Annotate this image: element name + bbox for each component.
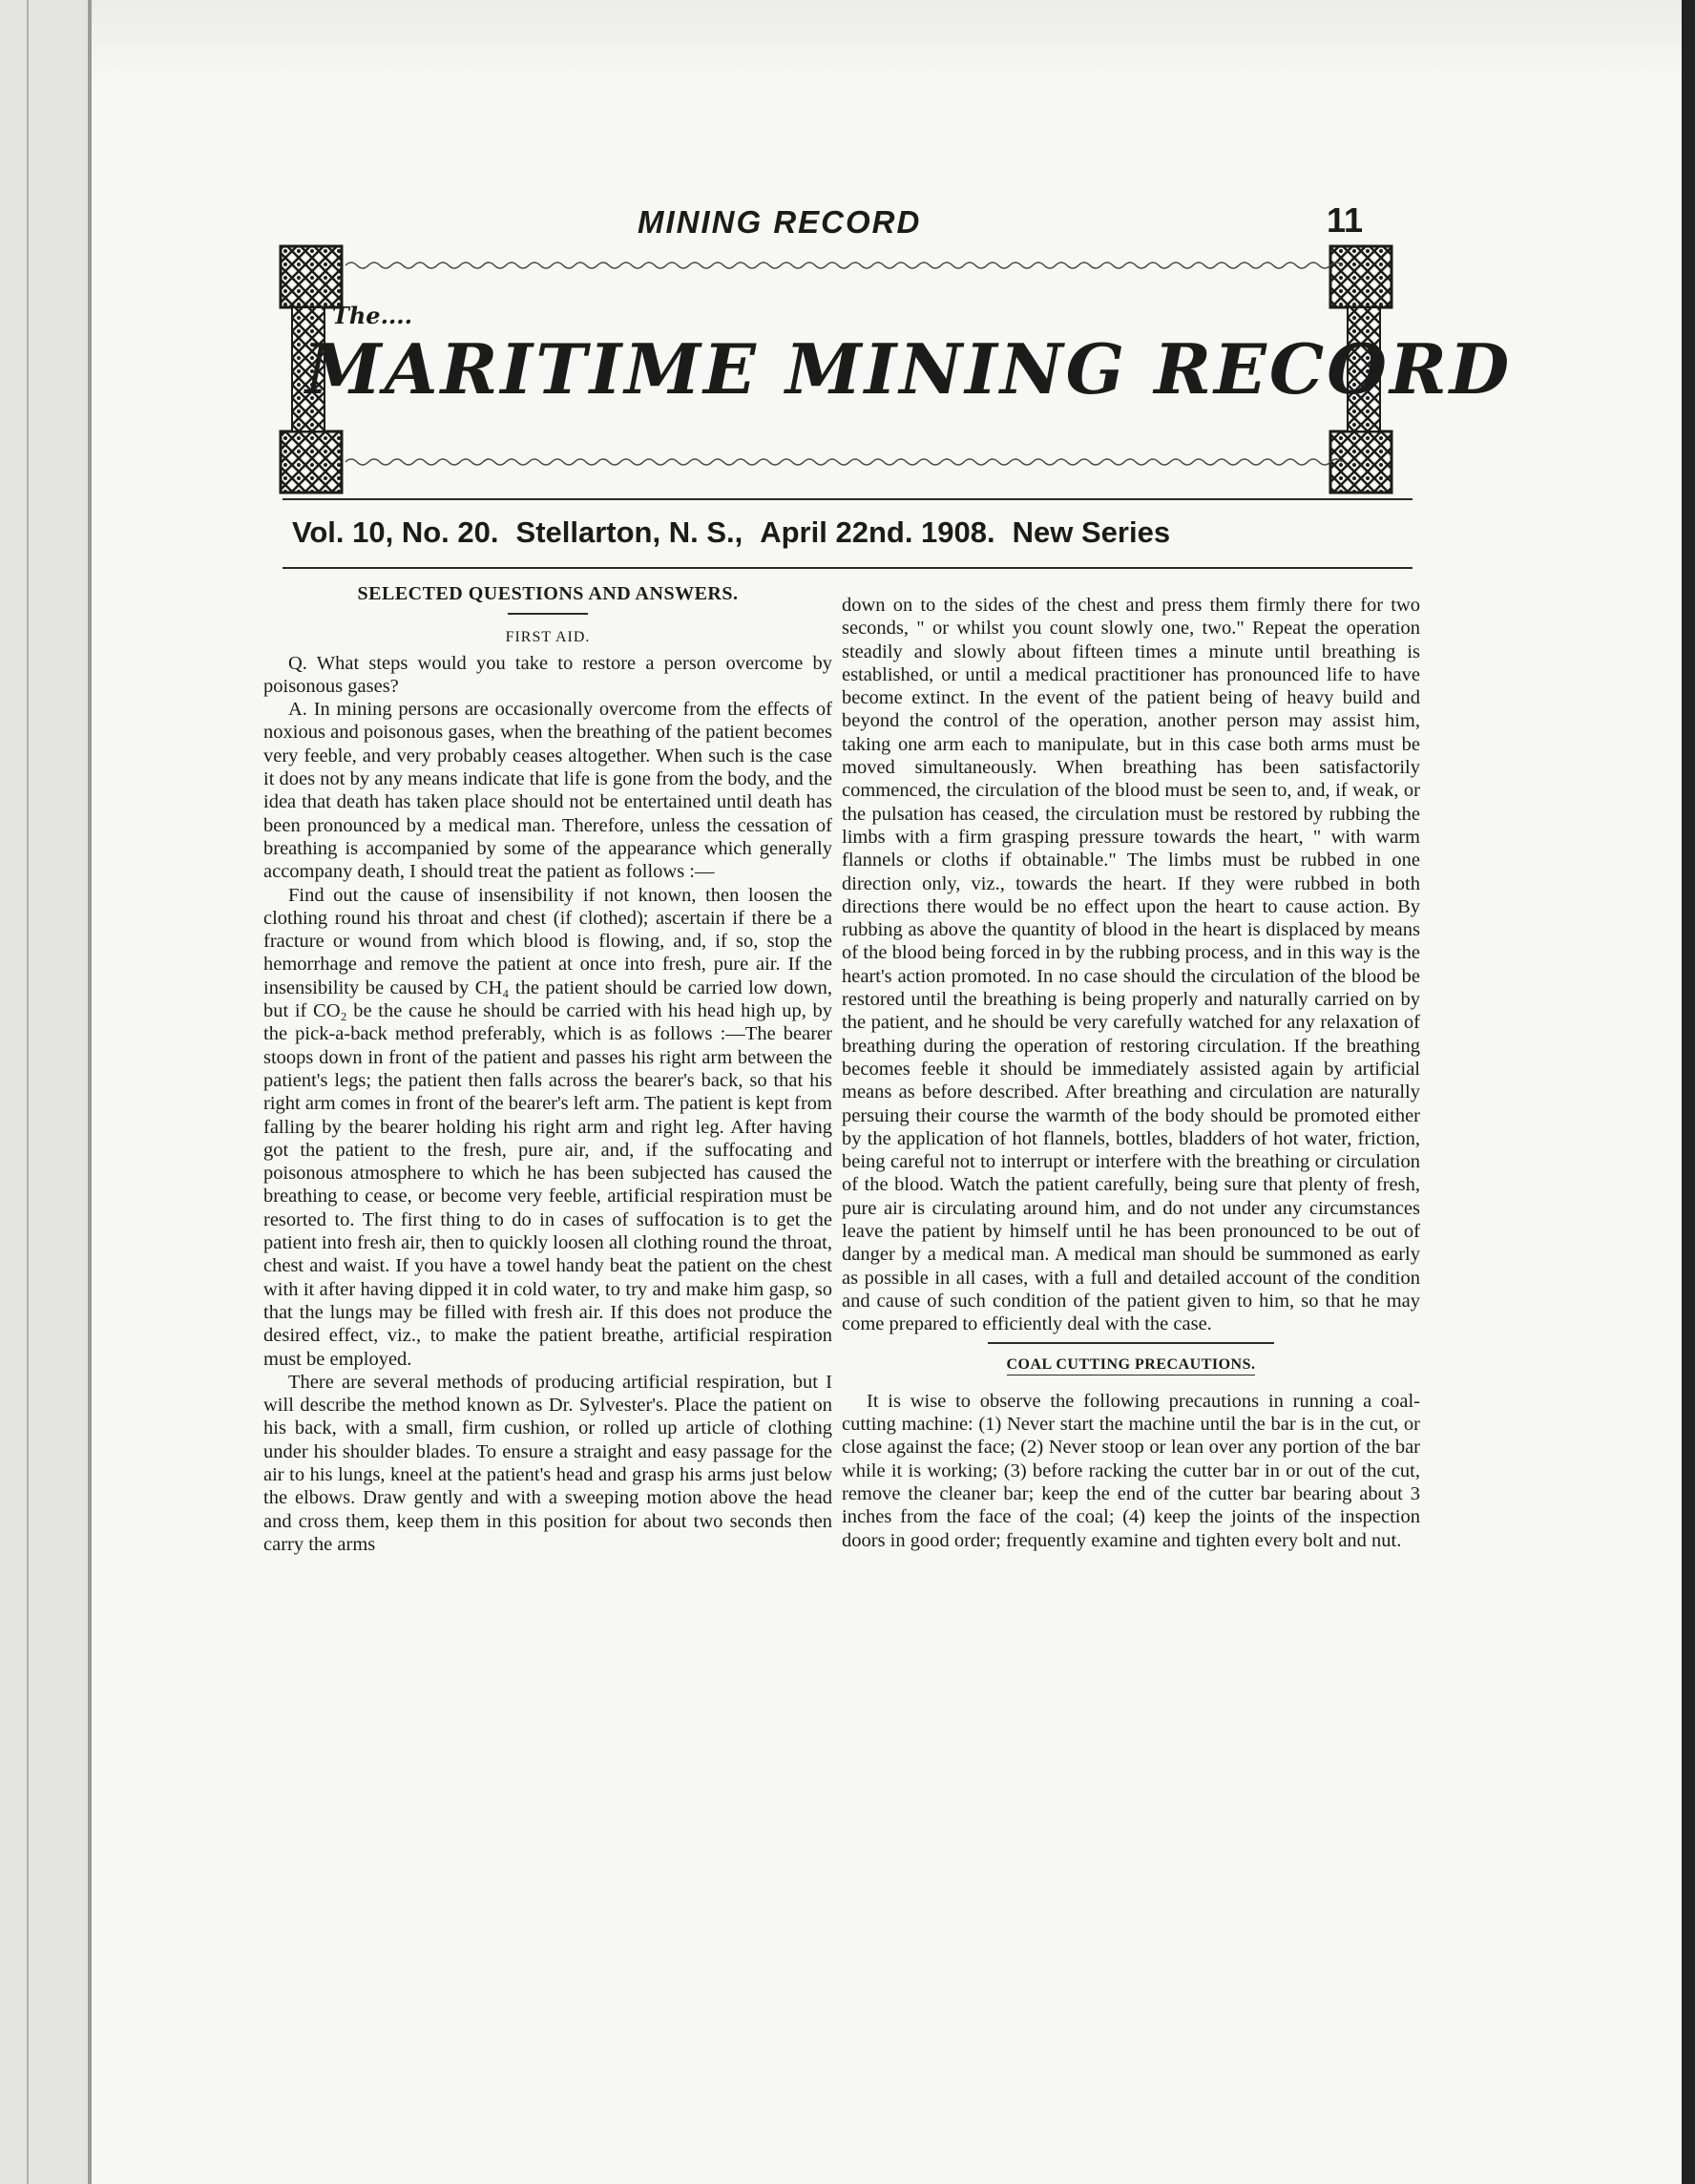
scan-edge-right <box>1682 0 1695 2184</box>
column-right <box>842 594 1420 1552</box>
masthead-rule-top <box>282 498 1412 500</box>
body-paragraph: It is wise to observe the following precautions in running a coal-cutting machine: (1) Never start the machine until the bar is in the cut, or close against the face; (2) Never stoop or lean over any portion of the bar while it is working; (3) before racking the cutter bar in or out of the cut, remove the cleaner bar; keep the end of the cutter bar bearing about 3 inches from the face of the coal; (4) keep the joints of the inspection doors in good order; frequently examine and tighten every bolt and nut. <box>842 1390 1420 1551</box>
body-paragraph: There are several methods of producing artificial respiration, but I will describe the method known as Dr. Sylvester's. Place the patient on his back, with a small, firm cushion, or rolled up article of clothing under his shoulder blades. To ensure a straight and easy passage for the air to his lungs, kneel at the patient's head and grasp his arms just below the elbows. Draw gently and with a sweeping motion above the head and cross them, keep them in this position for about two seconds then carry the arms <box>263 1371 832 1555</box>
scan-margin-left <box>0 0 92 2184</box>
body-paragraph: down on to the sides of the chest and press them firmly there for two seconds, " or whilst you count slowly one, two." Repeat the operation steadily and slowly about fifteen times a minute until breathing is established, or until a medical practitioner has pronounced life to have become extinct. In the event of the patient being of heavy build and beyond the control of the operation, another person may assist him, taking one arm each to manipulate, but in this case both arms must be moved simultaneously. When breathing has been satisfactorily commenced, the circulation of the blood must be seen to, and, if weak, or the pulsation has ceased, the circulation must be restored by rubbing the limbs with a firm grasping pressure towards the heart, " with warm flannels or cloths if obtainable." The limbs must be rubbed in one direction only, viz., towards the heart. If they were rubbed in both directions there would be no effect upon the heart to cause action. By rubbing as above the quantity of blood in the heart is displaced by means of the blood being forced in by the rubbing process, and in this way is the heart's action promoted. In no case should the circulation of the blood be restored until the breathing is being properly and naturally carried on by the patient, and he should be very carefully watched for any relaxation of breathing during the operation of restoring circulation. If the breathing becomes feeble it should be immediately assisted again by artificial means as before described. After breathing and circulation are naturally persuing their course the warmth of the body should be promoted either by the application of hot flannels, bottles, bladders of hot water, friction, being careful not to interrupt or interfere with the breathing or circulation of the blood. Watch the patient carefully, being sure that plenty of fresh, pure air is circulating around him, and do not under any circumstances leave the patient by himself until he has been pronounced to be out of danger by a medical man. A medical man should be summoned as early as possible in all cases, with a full and detailed account of the condition and cause of such condition of the patient given to him, so that he may come prepared to efficiently deal with the case. <box>842 595 1420 1335</box>
issue-series: New Series <box>1012 515 1171 549</box>
column-left <box>263 582 832 1556</box>
scan-shadow-top <box>92 0 1682 86</box>
masthead-title: MARITIME MINING RECORD <box>305 328 1513 410</box>
article-title-coal-cutting-text: COAL CUTTING PRECAUTIONS. <box>1007 1356 1256 1376</box>
page-number: 11 <box>1327 200 1364 240</box>
masthead <box>279 244 1513 494</box>
issue-place: Stellarton, N. S., <box>515 515 743 549</box>
masthead-rule-bottom <box>282 567 1412 569</box>
question-paragraph: Q. What steps would you take to restore a person overcome by poisonous gases? <box>263 652 832 697</box>
answer-paragraph: A. In mining persons are occasionally overcome from the effects of noxious and poisonous gases, when the breathing of the patient becomes very feeble, and very probably ceases altogether. When such is the case it does not by any means indicate that life is gone from the body, and the idea that death has taken place should not be entertained until death has been pronounced by a medical man. Therefore, unless the cessation of breathing is accompanied by some of the appearance which generally accompany death, I should treat the patient as follows :— <box>263 699 832 883</box>
article-end-rule <box>988 1342 1274 1344</box>
issue-date: April 22nd. 1908. <box>760 515 995 549</box>
issue-line <box>292 515 1418 550</box>
article-title-questions: SELECTED QUESTIONS AND ANSWERS. <box>357 583 739 604</box>
title-underline <box>508 613 588 615</box>
article-title-coal-cutting <box>842 1354 1420 1376</box>
masthead-the-label: The.... <box>332 302 412 329</box>
body-paragraph: Find out the cause of insensibility if not known, then loosen the clothing round his throat and chest (if clothed); ascertain if there be a fracture or wound from which blood is flowing, and, if so, stop the hemorrhage and remove the patient at once into fresh, pure air. If the insensibility be caused by CH₄ the patient should be carried low down, but if CO₂ be the cause he should be carried with his head high up, by the pick-a-back method preferably, which is as follows :—The bearer stoops down in front of the patient and passes his right arm between the patient's legs; the patient then falls across the bearer's back, so that his right arm comes in front of the bearer's left arm. The patient is kept from falling by the bearer holding his right arm and right leg. After having got the patient to the fresh, pure air, and, if the suffocating and poisonous atmosphere to which he has been subjected has caused the breathing to cease, or become very feeble, artificial respiration must be resorted to. The first thing to do in cases of suffocation is to get the patient into fresh air, then to quickly loosen all clothing round the throat, chest and waist. If you have a towel handy beat the patient on the chest with it after having dipped it in cold water, to try and make him gasp, so that the lungs may be filled with fresh air. If this does not produce the desired effect, viz., to make the patient breathe, artificial respiration must be employed. <box>263 884 832 1370</box>
scan-fold-line <box>27 0 29 2184</box>
running-title: MINING RECORD <box>638 204 922 240</box>
subhead-first-aid: FIRST AID. <box>505 629 591 646</box>
issue-volume: Vol. 10, No. 20. <box>292 515 499 549</box>
